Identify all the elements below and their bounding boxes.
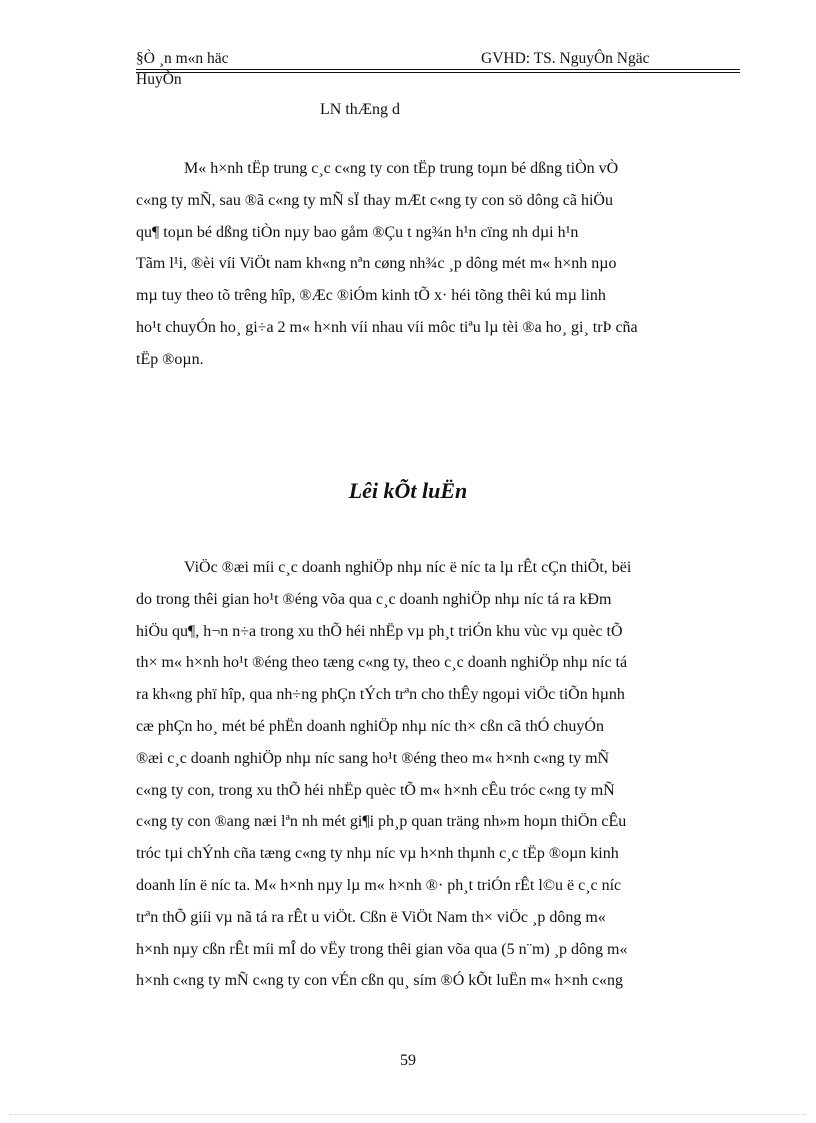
paragraph-line: ViÖc ®æi míi c¸c doanh nghiÖp nhµ níc ë níc ta lµ rÊt cÇn thiÕt, bëi (184, 559, 632, 576)
paragraph-line: doanh lín ë níc ta. M« h×nh nµy lµ m« h×nh ®· ph¸t triÓn rÊt l©u ë c¸c níc (136, 876, 622, 894)
page-bottom-border (10, 1114, 806, 1115)
page-number: 59 (400, 1052, 416, 1069)
conclusion-heading: Lêi kÕt luËn (348, 478, 468, 503)
page-header (136, 50, 740, 90)
paragraph-line: tËp ®oµn. (136, 350, 204, 368)
header-rule-secondary (136, 72, 740, 73)
paragraph-line: ra kh«ng phï hîp, qua nh÷ng phÇn tÝch trªn cho thÊy ngoµi viÖc tiÕn hµnh (136, 686, 625, 704)
paragraph-line: do trong thêi gian ho¹t ®éng võa qua c¸c doanh nghiÖp nhµ níc tá ra kÐm (136, 590, 612, 608)
paragraph-2 (136, 552, 740, 997)
header-advisor-continuation: HuyÒn (136, 71, 182, 88)
paragraph-line: tróc tµi chÝnh cña tæng c«ng ty nhµ níc vµ h×nh thµnh c¸c tËp ®oµn kinh (136, 845, 619, 863)
paragraph-line: h×nh c«ng ty mÑ c«ng ty con vÉn cßn qu¸ sím ®Ó kÕt luËn m« h×nh c«ng (136, 972, 624, 990)
paragraph-line: c«ng ty con, trong xu thÕ héi nhËp quèc tÕ m« h×nh cÊu tróc c«ng ty mÑ (136, 781, 615, 799)
paragraph-line: trªn thÕ giíi vµ nã tá ra rÊt u viÖt. Cßn ë ViÖt Nam th× viÖc ¸p dông m« (136, 908, 606, 926)
paragraph-line: hiÖu qu¶, h¬n n÷a trong xu thÕ héi nhËp vµ ph¸t triÓn khu vùc vµ quèc tÕ (136, 622, 623, 640)
header-advisor: GVHD: TS. NguyÔn Ngäc (481, 50, 650, 67)
paragraph-line: c«ng ty con ®ang næi lªn nh mét gi¶i ph¸p quan träng nh»m hoµn thiÖn cÊu (136, 813, 627, 831)
paragraph-line: mµ tuy theo tõ trêng hîp, ®Æc ®iÓm kinh tÕ x· héi tõng thêi kú mµ linh (136, 287, 606, 305)
intro-line: LN thÆng d (320, 101, 400, 118)
paragraph-line: ®æi c¸c doanh nghiÖp nhµ níc sang ho¹t ®éng theo m« h×nh c«ng ty mÑ (136, 749, 610, 767)
paragraph-line: h×nh nµy cßn rÊt míi mÎ do vËy trong thêi gian võa qua (5 n¨m) ¸p dông m« (136, 940, 628, 958)
paragraph-line: cæ phÇn ho¸ mét bé phËn doanh nghiÖp nhµ níc th× cßn cã thÓ chuyÓn (136, 717, 604, 735)
paragraph-line: qu¶ toµn bé dßng tiÒn nµy bao gåm ®Çu t ng¾n h¹n cïng nh dµi h¹n (136, 223, 579, 241)
paragraph-1 (136, 153, 740, 376)
header-rule (136, 69, 740, 70)
paragraph-line: Tãm l¹i, ®èi víi ViÖt nam kh«ng nªn cøng nh¾c ¸p dông mét m« h×nh nµo (136, 255, 617, 273)
paragraph-line: th× m« h×nh ho¹t ®éng theo tæng c«ng ty, theo c¸c doanh nghiÖp nhµ níc tá (136, 654, 628, 672)
paragraph-line: M« h×nh tËp trung c¸c c«ng ty con tËp trung toµn bé dßng tiÒn vÒ (184, 160, 619, 177)
paragraph-line: c«ng ty mÑ, sau ®ã c«ng ty mÑ sÏ thay mÆt c«ng ty con sö dông cã hiÖu (136, 191, 613, 209)
header-project-title: §Ò ¸n m«n häc (136, 50, 229, 67)
paragraph-line: ho¹t chuyÓn ho¸ gi÷a 2 m« h×nh víi nhau víi môc tiªu lµ tèi ®a ho¸ gi¸ trÞ cña (136, 318, 638, 336)
